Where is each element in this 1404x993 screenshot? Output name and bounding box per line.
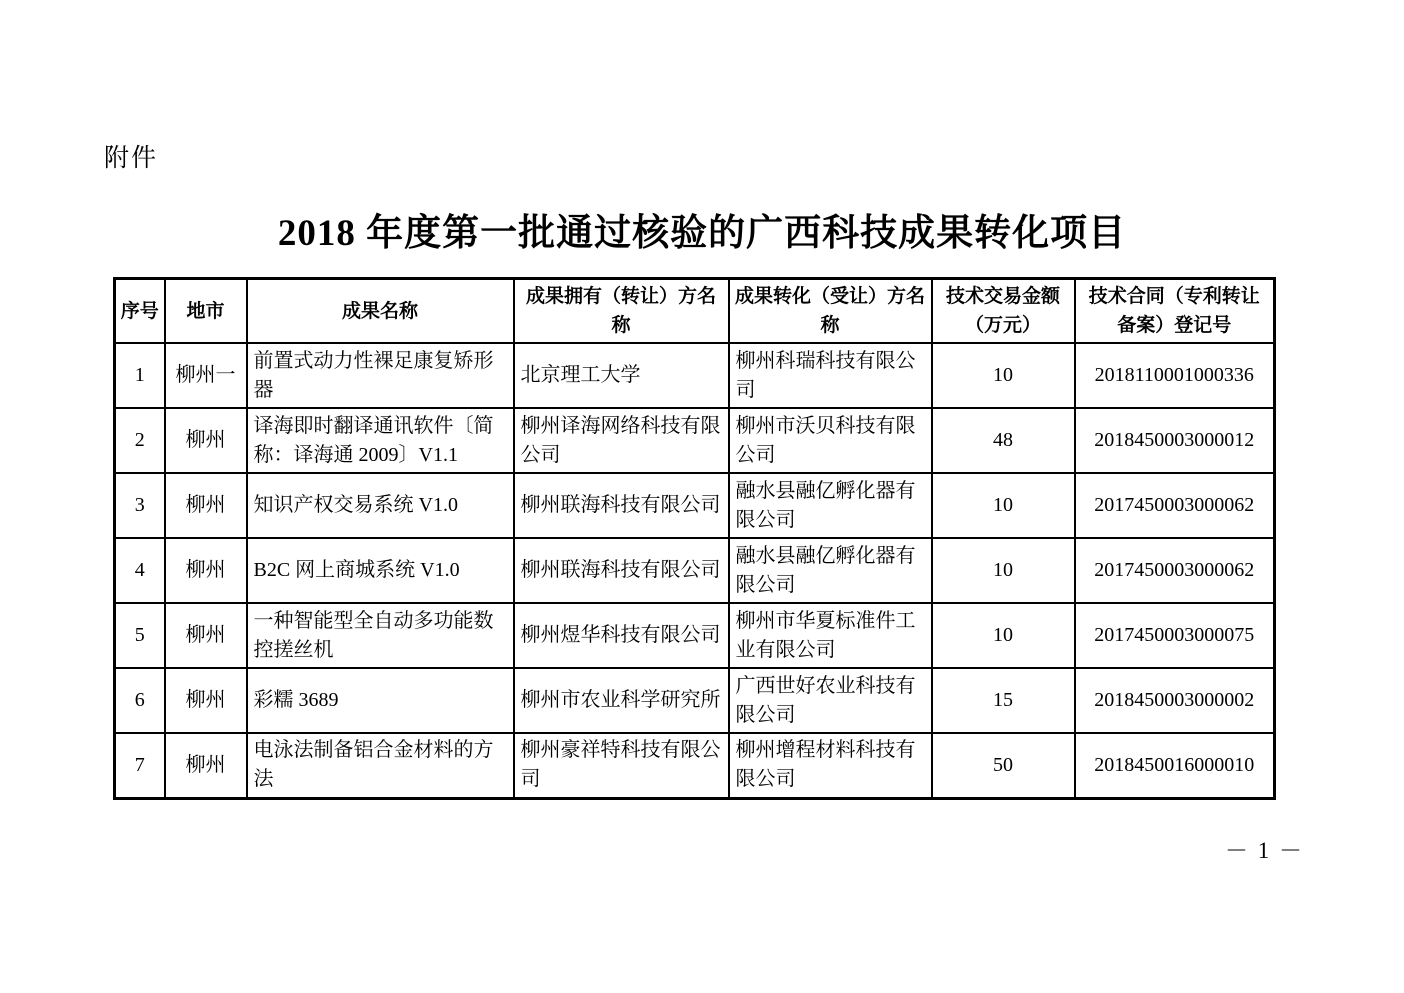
table-cell: 柳州一 xyxy=(165,343,247,408)
table-cell: 2 xyxy=(115,408,165,473)
table-cell: 48 xyxy=(932,408,1075,473)
table-cell: 译海即时翻译通讯软件〔简称：译海通 2009〕V1.1 xyxy=(247,408,514,473)
table-header-row xyxy=(115,279,1275,344)
table-cell: 知识产权交易系统 V1.0 xyxy=(247,473,514,538)
table-cell: 柳州 xyxy=(165,668,247,733)
header-cell: 序号 xyxy=(115,279,165,344)
table-cell: 柳州联海科技有限公司 xyxy=(514,473,729,538)
table-cell: 3 xyxy=(115,473,165,538)
table-cell: 北京理工大学 xyxy=(514,343,729,408)
header-cell: 技术合同（专利转让备案）登记号 xyxy=(1075,279,1275,344)
table-cell: 柳州联海科技有限公司 xyxy=(514,538,729,603)
page-title: 2018 年度第一批通过核验的广西科技成果转化项目 xyxy=(277,213,1127,254)
table-cell: 彩糯 3689 xyxy=(247,668,514,733)
table-cell: 2017450003000062 xyxy=(1075,538,1275,603)
table-cell: 柳州市沃贝科技有限公司 xyxy=(729,408,932,473)
table-cell: 4 xyxy=(115,538,165,603)
table-row xyxy=(115,733,1275,798)
header-cell: 技术交易金额（万元） xyxy=(932,279,1075,344)
table-cell: 柳州科瑞科技有限公司 xyxy=(729,343,932,408)
table-body xyxy=(115,343,1275,798)
table-cell: 电泳法制备铝合金材料的方法 xyxy=(247,733,514,798)
attachment-label: 附件 xyxy=(104,145,159,172)
table-cell: 10 xyxy=(932,473,1075,538)
table-cell: 2018450003000012 xyxy=(1075,408,1275,473)
table-cell: 2017450003000075 xyxy=(1075,603,1275,668)
header-cell: 成果名称 xyxy=(247,279,514,344)
table-row xyxy=(115,603,1275,668)
table-cell: 柳州 xyxy=(165,733,247,798)
table-cell: 柳州 xyxy=(165,473,247,538)
table-cell: 5 xyxy=(115,603,165,668)
table-cell: 柳州豪祥特科技有限公司 xyxy=(514,733,729,798)
table-cell: B2C 网上商城系统 V1.0 xyxy=(247,538,514,603)
table-row xyxy=(115,668,1275,733)
table-cell: 融水县融亿孵化器有限公司 xyxy=(729,538,932,603)
table-row xyxy=(115,538,1275,603)
table-cell: 柳州增程材料科技有限公司 xyxy=(729,733,932,798)
table-cell: 6 xyxy=(115,668,165,733)
table-cell: 2018450003000002 xyxy=(1075,668,1275,733)
table-cell: 2017450003000062 xyxy=(1075,473,1275,538)
table-cell: 15 xyxy=(932,668,1075,733)
table-cell: 10 xyxy=(932,603,1075,668)
table-row xyxy=(115,279,1275,344)
table-row xyxy=(115,343,1275,408)
table-cell: 10 xyxy=(932,343,1075,408)
results-table xyxy=(113,277,1276,800)
table-cell: 10 xyxy=(932,538,1075,603)
header-cell: 成果拥有（转让）方名称 xyxy=(514,279,729,344)
table-cell: 一种智能型全自动多功能数控搓丝机 xyxy=(247,603,514,668)
table-cell: 广西世好农业科技有限公司 xyxy=(729,668,932,733)
table-row xyxy=(115,473,1275,538)
table-cell: 柳州市农业科学研究所 xyxy=(514,668,729,733)
page-number: － 1 － xyxy=(1225,838,1304,863)
table-cell: 2018450016000010 xyxy=(1075,733,1275,798)
table-cell: 柳州 xyxy=(165,538,247,603)
table-cell: 柳州市华夏标准件工业有限公司 xyxy=(729,603,932,668)
header-cell: 地市 xyxy=(165,279,247,344)
table-cell: 2018110001000336 xyxy=(1075,343,1275,408)
table-cell: 柳州 xyxy=(165,603,247,668)
table-cell: 柳州译海网络科技有限公司 xyxy=(514,408,729,473)
table-cell: 1 xyxy=(115,343,165,408)
table-cell: 50 xyxy=(932,733,1075,798)
table-cell: 柳州 xyxy=(165,408,247,473)
header-cell: 成果转化（受让）方名称 xyxy=(729,279,932,344)
table-row xyxy=(115,408,1275,473)
table-cell: 前置式动力性裸足康复矫形器 xyxy=(247,343,514,408)
table-cell: 柳州煜华科技有限公司 xyxy=(514,603,729,668)
table-cell: 融水县融亿孵化器有限公司 xyxy=(729,473,932,538)
table-cell: 7 xyxy=(115,733,165,798)
